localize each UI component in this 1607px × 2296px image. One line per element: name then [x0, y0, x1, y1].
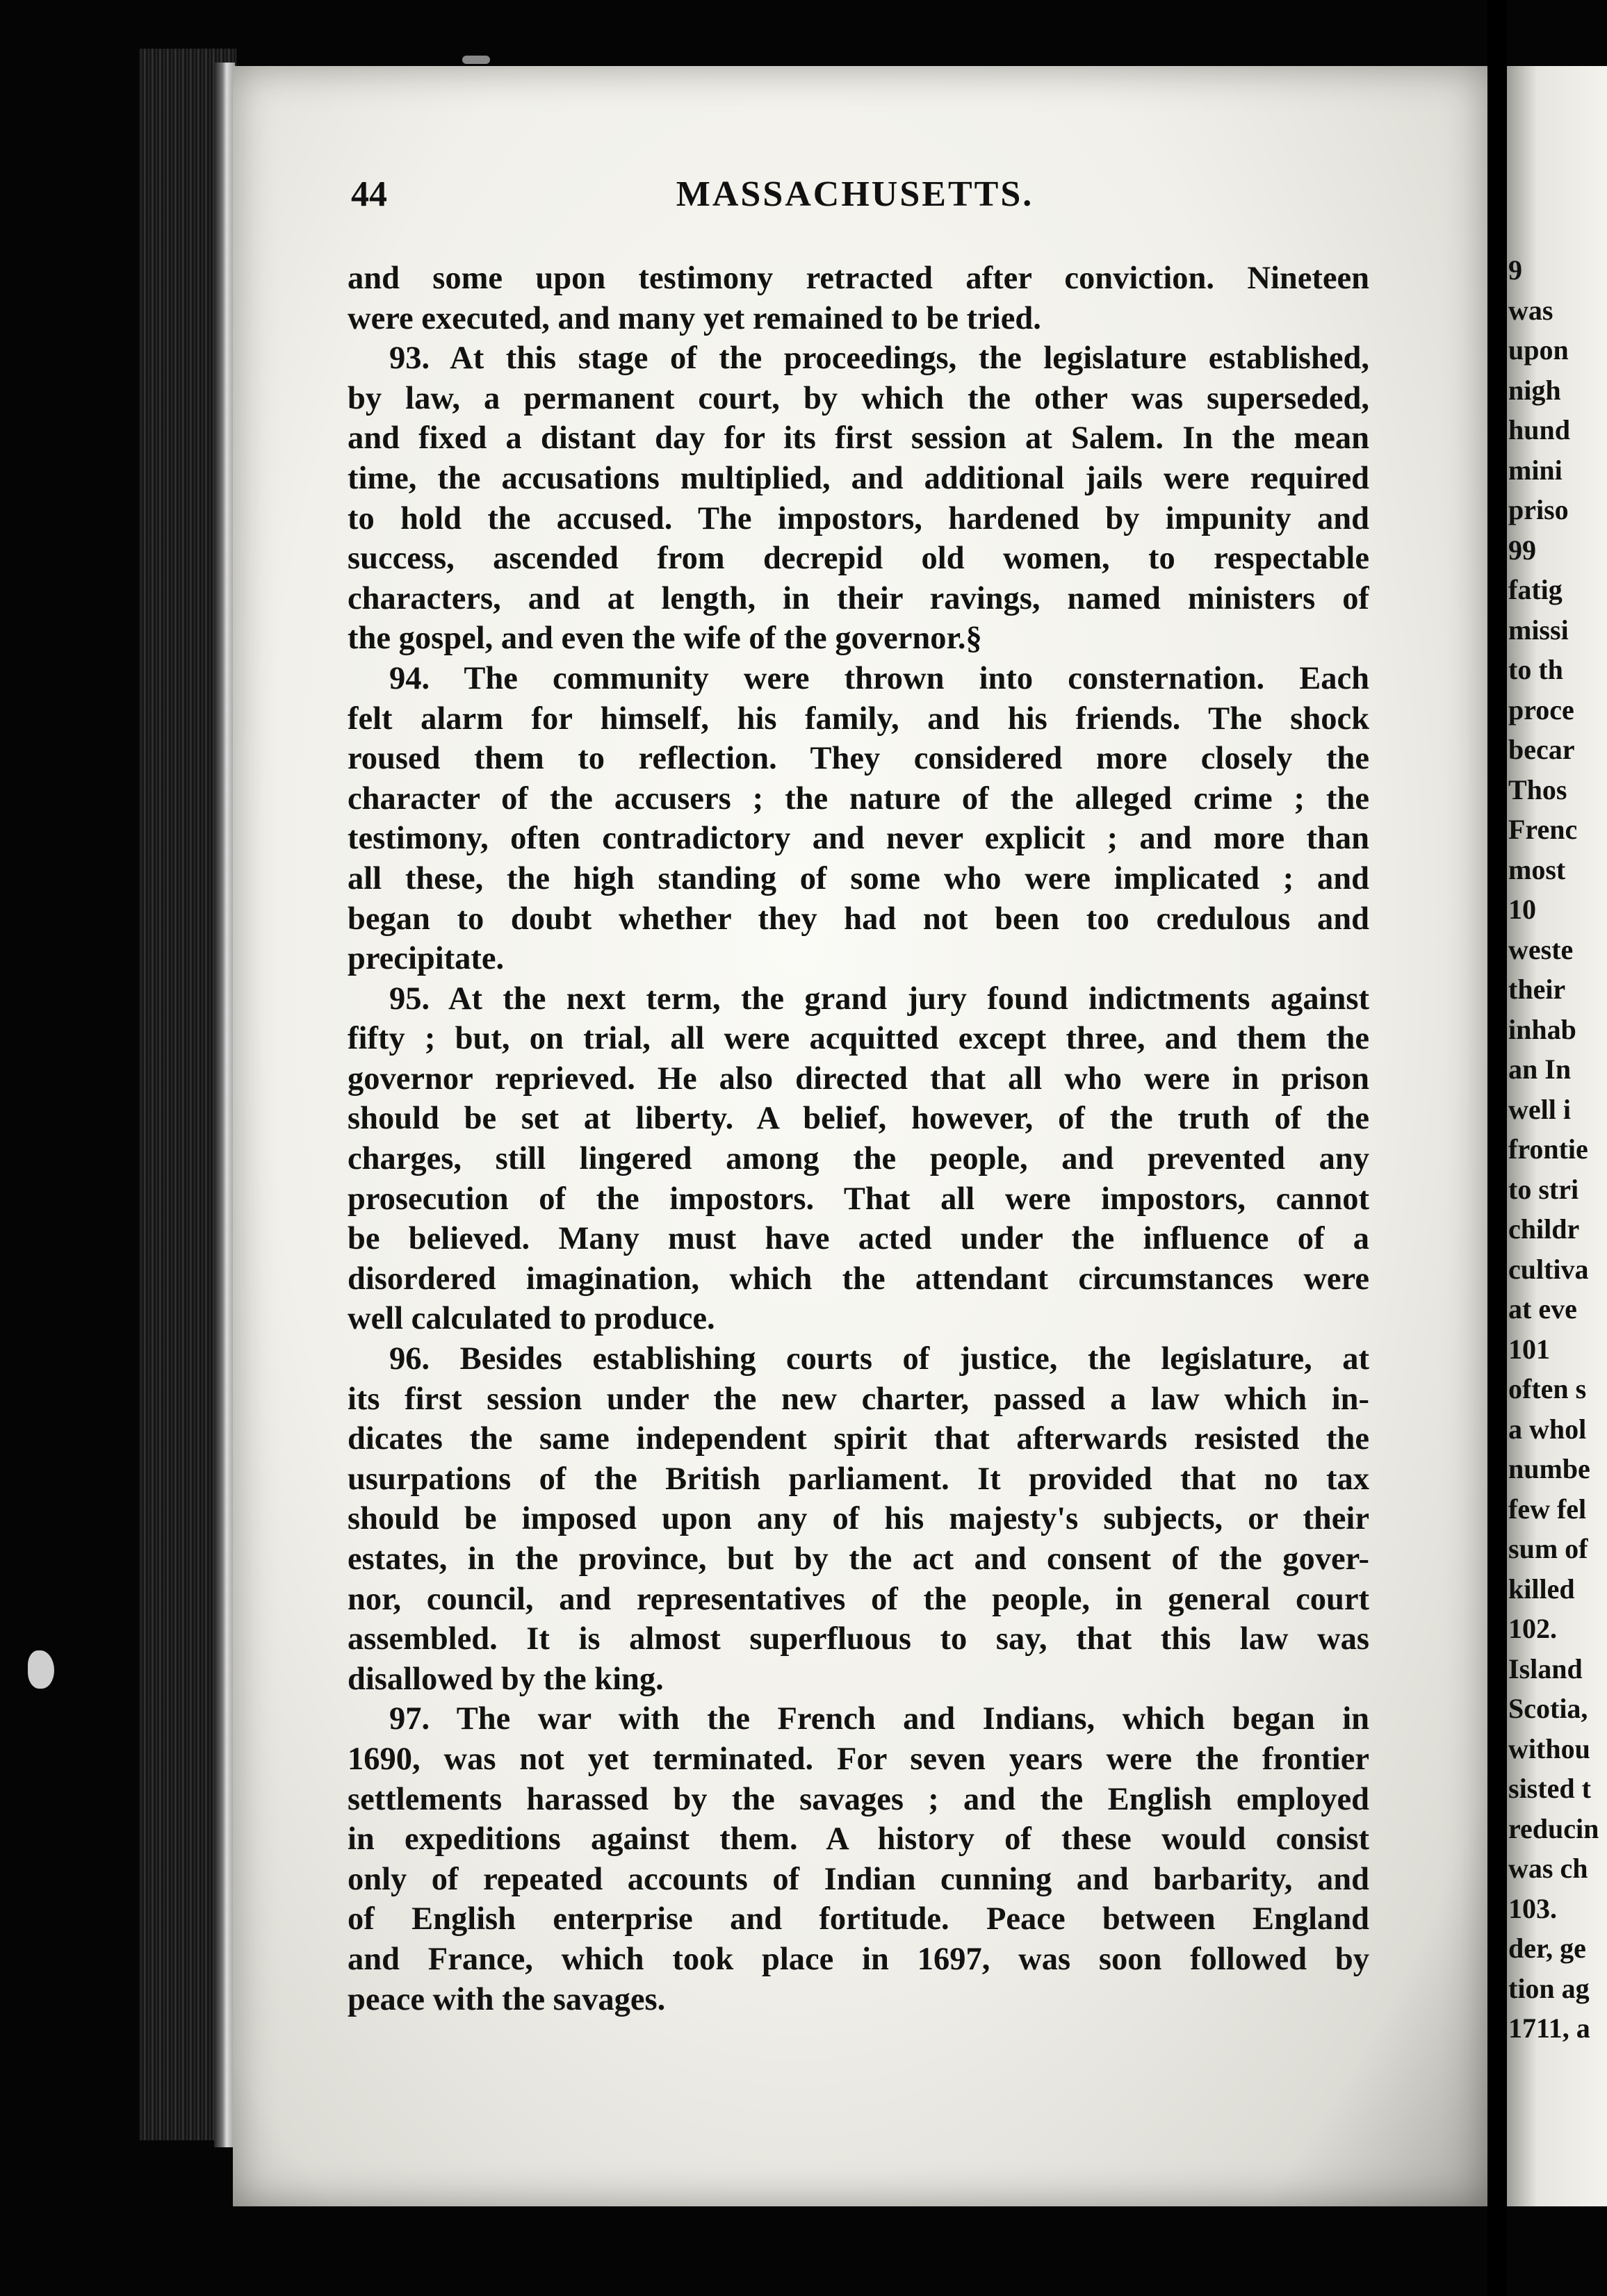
facing-text-line: hund: [1508, 414, 1570, 445]
text-line: governor reprieved. He also directed that all who were in prison: [348, 1060, 1369, 1097]
facing-text-line: at eve: [1508, 1293, 1577, 1325]
body-text: [348, 259, 1369, 2019]
text-line: precipitate.: [348, 941, 505, 977]
text-line: were executed, and many yet remained to be tried.: [348, 300, 1041, 336]
text-line: usurpations of the British parliament. It provided that no tax: [348, 1461, 1369, 1497]
text-line: disallowed by the king.: [348, 1661, 664, 1697]
facing-text-line: upon: [1508, 334, 1569, 366]
facing-text-line: fatig: [1508, 574, 1563, 605]
facing-text-line: Thos: [1508, 773, 1567, 805]
facing-text-line: 102.: [1508, 1613, 1557, 1644]
facing-text-line: killed: [1508, 1573, 1575, 1605]
facing-text-line: 1711, a: [1508, 2012, 1590, 2044]
facing-text-line: inhab: [1508, 1013, 1576, 1045]
facing-text-line: sisted t: [1508, 1773, 1591, 1804]
facing-text-line: to stri: [1508, 1173, 1579, 1205]
text-line: only of repeated accounts of Indian cunning and barbarity, and: [348, 1861, 1369, 1897]
facing-text-line: Frenc: [1508, 814, 1578, 845]
text-line: disordered imagination, which the attendant circumstances were: [348, 1261, 1369, 1297]
text-line: of English enterprise and fortitude. Peace between England: [348, 1901, 1369, 1937]
facing-text-line: childr: [1508, 1213, 1580, 1245]
facing-text-line: was ch: [1508, 1853, 1588, 1884]
facing-text-line: 99: [1508, 534, 1536, 566]
text-line: peace with the savages.: [348, 1981, 666, 2017]
facing-text-line: sum of: [1508, 1533, 1588, 1564]
facing-text-line: withou: [1508, 1732, 1590, 1764]
text-line: characters, and at length, in their ravings, named ministers of: [348, 580, 1369, 616]
text-line: success, ascended from decrepid old women, to respectable: [348, 541, 1369, 577]
facing-text-line: 101: [1508, 1333, 1550, 1365]
facing-text-line: frontie: [1508, 1133, 1588, 1165]
facing-text-line: most: [1508, 853, 1566, 885]
facing-text-line: becar: [1508, 734, 1575, 765]
text-line: fifty ; but, on trial, all were acquitted except three, and them the: [348, 1021, 1369, 1057]
facing-text-line: to th: [1508, 654, 1563, 685]
text-line: settlements harassed by the savages ; and the English employed: [348, 1781, 1369, 1817]
text-line: 96. Besides establishing courts of justice, the legislature, at: [389, 1341, 1369, 1377]
facing-text-line: reducin: [1508, 1812, 1599, 1844]
facing-text-line: an In: [1508, 1053, 1572, 1085]
facing-text-line: weste: [1508, 933, 1574, 965]
scan-artifact: [462, 56, 490, 64]
facing-text-line: tion ag: [1508, 1972, 1590, 2004]
facing-text-line: numbe: [1508, 1453, 1590, 1484]
facing-text-line: mini: [1508, 454, 1563, 486]
facing-text-line: priso: [1508, 494, 1569, 525]
running-head: [351, 174, 1435, 229]
facing-text-line: Scotia,: [1508, 1693, 1588, 1724]
text-line: its first session under the new charter, passed a law which in-: [348, 1381, 1369, 1417]
facing-text-line: 10: [1508, 894, 1536, 925]
text-line: and fixed a distant day for its first session at Salem. In the mean: [348, 420, 1369, 457]
text-line: dicates the same independent spirit that afterwards resisted the: [348, 1421, 1369, 1457]
text-line: character of the accusers ; the nature of the alleged crime ; the: [348, 780, 1369, 817]
facing-text-line: nigh: [1508, 374, 1561, 406]
page-gutter: [1487, 0, 1507, 2296]
text-line: in expeditions against them. A history of these would consist: [348, 1821, 1369, 1858]
text-line: nor, council, and representatives of the people, in general court: [348, 1581, 1369, 1617]
page-title: MASSACHUSETTS.: [676, 174, 1034, 214]
facing-text-line: 9: [1508, 254, 1522, 286]
text-line: prosecution of the impostors. That all were impostors, cannot: [348, 1181, 1369, 1217]
text-line: by law, a permanent court, by which the other was superseded,: [348, 380, 1369, 416]
text-line: the gospel, and even the wife of the governor.§: [348, 621, 982, 657]
text-line: 1690, was not yet terminated. For seven years were the frontier: [348, 1741, 1369, 1777]
text-line: roused them to reflection. They considered more closely the: [348, 741, 1369, 777]
text-line: 97. The war with the French and Indians, which began in: [389, 1701, 1369, 1737]
text-line: be believed. Many must have acted under the influence of a: [348, 1221, 1369, 1257]
facing-text-line: Island: [1508, 1653, 1583, 1684]
facing-text-line: cultiva: [1508, 1253, 1589, 1285]
text-line: should be set at liberty. A belief, however, of the truth of the: [348, 1101, 1369, 1137]
text-line: assembled. It is almost superfluous to say, that this law was: [348, 1621, 1369, 1657]
facing-page-text: [1508, 250, 1607, 2049]
text-line: all these, the high standing of some who were implicated ; and: [348, 860, 1369, 896]
facing-text-line: missi: [1508, 614, 1569, 646]
text-line: felt alarm for himself, his family, and his friends. The shock: [348, 700, 1369, 737]
text-line: charges, still lingered among the people, and prevented any: [348, 1141, 1369, 1177]
text-line: well calculated to produce.: [348, 1301, 715, 1337]
facing-page-fragment: [1507, 66, 1607, 2206]
page-edge: [214, 63, 235, 2147]
text-line: testimony, often contradictory and never explicit ; and more than: [348, 821, 1369, 857]
text-line: 93. At this stage of the proceedings, the legislature established,: [389, 341, 1369, 377]
text-line: to hold the accused. The impostors, hardened by impunity and: [348, 500, 1369, 536]
page-number: 44: [351, 174, 387, 214]
facing-text-line: was: [1508, 294, 1553, 326]
facing-text-line: proce: [1508, 694, 1574, 725]
facing-text-line: often s: [1508, 1373, 1587, 1404]
text-line: 95. At the next term, the grand jury found indictments against: [389, 981, 1369, 1017]
text-line: and France, which took place in 1697, was soon followed by: [348, 1941, 1369, 1977]
text-line: time, the accusations multiplied, and additional jails were required: [348, 460, 1369, 496]
facing-text-line: well i: [1508, 1093, 1571, 1125]
facing-text-line: their: [1508, 974, 1566, 1005]
text-line: should be imposed upon any of his majesty's subjects, or their: [348, 1501, 1369, 1537]
text-line: and some upon testimony retracted after conviction. Nineteen: [348, 261, 1369, 296]
text-line: estates, in the province, but by the act and consent of the gover-: [348, 1541, 1369, 1577]
facing-text-line: a whol: [1508, 1413, 1587, 1445]
facing-text-line: 103.: [1508, 1892, 1557, 1924]
text-line: 94. The community were thrown into consternation. Each: [389, 660, 1369, 696]
text-line: began to doubt whether they had not been too credulous and: [348, 901, 1369, 937]
scan-artifact: [28, 1650, 54, 1689]
facing-text-line: few fel: [1508, 1493, 1587, 1525]
facing-text-line: der, ge: [1508, 1933, 1586, 1964]
